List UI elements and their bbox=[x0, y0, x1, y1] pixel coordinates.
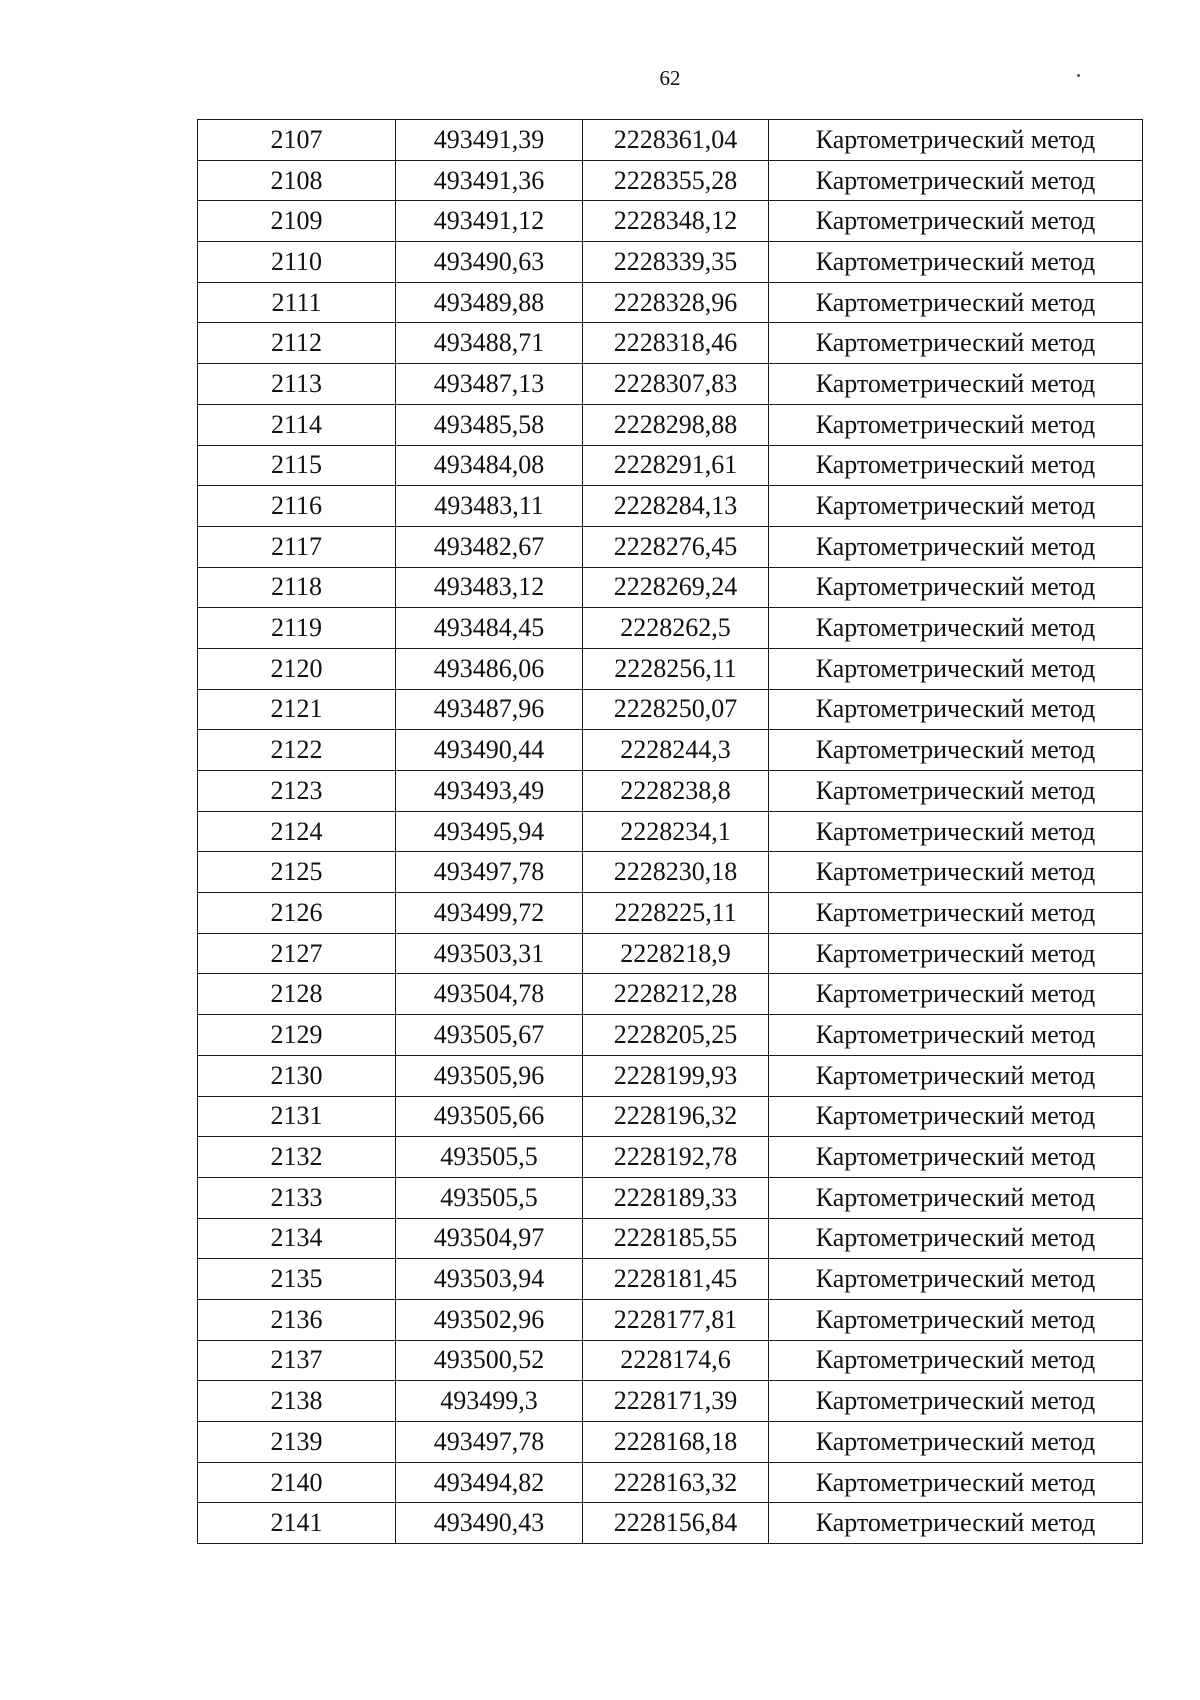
point-number-cell: 2136 bbox=[198, 1299, 396, 1340]
point-number-cell: 2123 bbox=[198, 771, 396, 812]
point-number-cell: 2121 bbox=[198, 689, 396, 730]
table-row bbox=[198, 893, 1143, 934]
point-number-cell: 2108 bbox=[198, 160, 396, 201]
y-coordinate-cell: 2228218,9 bbox=[583, 933, 769, 974]
point-number-cell: 2110 bbox=[198, 242, 396, 283]
y-coordinate-cell: 2228196,32 bbox=[583, 1096, 769, 1137]
point-number-cell: 2115 bbox=[198, 445, 396, 486]
method-cell: Картометрический метод bbox=[769, 974, 1143, 1015]
y-coordinate-cell: 2228339,35 bbox=[583, 242, 769, 283]
table-row bbox=[198, 1137, 1143, 1178]
x-coordinate-cell: 493491,39 bbox=[396, 120, 583, 161]
y-coordinate-cell: 2228318,46 bbox=[583, 323, 769, 364]
table-row bbox=[198, 689, 1143, 730]
method-cell: Картометрический метод bbox=[769, 1299, 1143, 1340]
y-coordinate-cell: 2228205,25 bbox=[583, 1015, 769, 1056]
y-coordinate-cell: 2228177,81 bbox=[583, 1299, 769, 1340]
point-number-cell: 2109 bbox=[198, 201, 396, 242]
y-coordinate-cell: 2228212,28 bbox=[583, 974, 769, 1015]
y-coordinate-cell: 2228269,24 bbox=[583, 567, 769, 608]
table-row bbox=[198, 1096, 1143, 1137]
point-number-cell: 2128 bbox=[198, 974, 396, 1015]
table-row bbox=[198, 648, 1143, 689]
x-coordinate-cell: 493505,5 bbox=[396, 1137, 583, 1178]
method-cell: Картометрический метод bbox=[769, 608, 1143, 649]
table-row bbox=[198, 282, 1143, 323]
y-coordinate-cell: 2228361,04 bbox=[583, 120, 769, 161]
x-coordinate-cell: 493504,78 bbox=[396, 974, 583, 1015]
point-number-cell: 2131 bbox=[198, 1096, 396, 1137]
point-number-cell: 2111 bbox=[198, 282, 396, 323]
x-coordinate-cell: 493482,67 bbox=[396, 526, 583, 567]
method-cell: Картометрический метод bbox=[769, 1422, 1143, 1463]
method-cell: Картометрический метод bbox=[769, 1259, 1143, 1300]
x-coordinate-cell: 493497,78 bbox=[396, 852, 583, 893]
x-coordinate-cell: 493499,72 bbox=[396, 893, 583, 934]
y-coordinate-cell: 2228168,18 bbox=[583, 1422, 769, 1463]
method-cell: Картометрический метод bbox=[769, 689, 1143, 730]
point-number-cell: 2137 bbox=[198, 1340, 396, 1381]
table-row bbox=[198, 201, 1143, 242]
method-cell: Картометрический метод bbox=[769, 730, 1143, 771]
y-coordinate-cell: 2228307,83 bbox=[583, 364, 769, 405]
x-coordinate-cell: 493504,97 bbox=[396, 1218, 583, 1259]
y-coordinate-cell: 2228284,13 bbox=[583, 486, 769, 527]
table-row bbox=[198, 730, 1143, 771]
y-coordinate-cell: 2228298,88 bbox=[583, 404, 769, 445]
method-cell: Картометрический метод bbox=[769, 242, 1143, 283]
x-coordinate-cell: 493490,63 bbox=[396, 242, 583, 283]
method-cell: Картометрический метод bbox=[769, 1381, 1143, 1422]
y-coordinate-cell: 2228189,33 bbox=[583, 1177, 769, 1218]
y-coordinate-cell: 2228181,45 bbox=[583, 1259, 769, 1300]
y-coordinate-cell: 2228156,84 bbox=[583, 1503, 769, 1544]
method-cell: Картометрический метод bbox=[769, 852, 1143, 893]
x-coordinate-cell: 493497,78 bbox=[396, 1422, 583, 1463]
x-coordinate-cell: 493495,94 bbox=[396, 811, 583, 852]
x-coordinate-cell: 493499,3 bbox=[396, 1381, 583, 1422]
table-row bbox=[198, 1340, 1143, 1381]
x-coordinate-cell: 493505,67 bbox=[396, 1015, 583, 1056]
x-coordinate-cell: 493485,58 bbox=[396, 404, 583, 445]
point-number-cell: 2127 bbox=[198, 933, 396, 974]
point-number-cell: 2119 bbox=[198, 608, 396, 649]
point-number-cell: 2117 bbox=[198, 526, 396, 567]
method-cell: Картометрический метод bbox=[769, 526, 1143, 567]
x-coordinate-cell: 493489,88 bbox=[396, 282, 583, 323]
method-cell: Картометрический метод bbox=[769, 933, 1143, 974]
table-row bbox=[198, 1422, 1143, 1463]
x-coordinate-cell: 493500,52 bbox=[396, 1340, 583, 1381]
point-number-cell: 2122 bbox=[198, 730, 396, 771]
method-cell: Картометрический метод bbox=[769, 1055, 1143, 1096]
table-row bbox=[198, 1462, 1143, 1503]
x-coordinate-cell: 493503,31 bbox=[396, 933, 583, 974]
method-cell: Картометрический метод bbox=[769, 323, 1143, 364]
x-coordinate-cell: 493491,12 bbox=[396, 201, 583, 242]
point-number-cell: 2135 bbox=[198, 1259, 396, 1300]
y-coordinate-cell: 2228250,07 bbox=[583, 689, 769, 730]
method-cell: Картометрический метод bbox=[769, 771, 1143, 812]
point-number-cell: 2112 bbox=[198, 323, 396, 364]
x-coordinate-cell: 493483,11 bbox=[396, 486, 583, 527]
point-number-cell: 2126 bbox=[198, 893, 396, 934]
method-cell: Картометрический метод bbox=[769, 1340, 1143, 1381]
point-number-cell: 2125 bbox=[198, 852, 396, 893]
method-cell: Картометрический метод bbox=[769, 1137, 1143, 1178]
method-cell: Картометрический метод bbox=[769, 1096, 1143, 1137]
point-number-cell: 2118 bbox=[198, 567, 396, 608]
x-coordinate-cell: 493486,06 bbox=[396, 648, 583, 689]
point-number-cell: 2138 bbox=[198, 1381, 396, 1422]
table-row bbox=[198, 933, 1143, 974]
point-number-cell: 2114 bbox=[198, 404, 396, 445]
table-row bbox=[198, 404, 1143, 445]
x-coordinate-cell: 493488,71 bbox=[396, 323, 583, 364]
point-number-cell: 2120 bbox=[198, 648, 396, 689]
x-coordinate-cell: 493484,08 bbox=[396, 445, 583, 486]
table-row bbox=[198, 1503, 1143, 1544]
table-row bbox=[198, 974, 1143, 1015]
point-number-cell: 2132 bbox=[198, 1137, 396, 1178]
table-row bbox=[198, 242, 1143, 283]
x-coordinate-cell: 493494,82 bbox=[396, 1462, 583, 1503]
y-coordinate-cell: 2228244,3 bbox=[583, 730, 769, 771]
y-coordinate-cell: 2228192,78 bbox=[583, 1137, 769, 1178]
method-cell: Картометрический метод bbox=[769, 120, 1143, 161]
x-coordinate-cell: 493493,49 bbox=[396, 771, 583, 812]
table-row bbox=[198, 567, 1143, 608]
table-row bbox=[198, 1015, 1143, 1056]
x-coordinate-cell: 493503,94 bbox=[396, 1259, 583, 1300]
x-coordinate-cell: 493490,44 bbox=[396, 730, 583, 771]
method-cell: Картометрический метод bbox=[769, 893, 1143, 934]
method-cell: Картометрический метод bbox=[769, 567, 1143, 608]
y-coordinate-cell: 2228174,6 bbox=[583, 1340, 769, 1381]
y-coordinate-cell: 2228276,45 bbox=[583, 526, 769, 567]
x-coordinate-cell: 493505,96 bbox=[396, 1055, 583, 1096]
table-row bbox=[198, 1218, 1143, 1259]
scan-speck bbox=[1077, 74, 1080, 77]
x-coordinate-cell: 493502,96 bbox=[396, 1299, 583, 1340]
point-number-cell: 2140 bbox=[198, 1462, 396, 1503]
point-number-cell: 2134 bbox=[198, 1218, 396, 1259]
table-row bbox=[198, 608, 1143, 649]
x-coordinate-cell: 493483,12 bbox=[396, 567, 583, 608]
method-cell: Картометрический метод bbox=[769, 364, 1143, 405]
table-row bbox=[198, 852, 1143, 893]
y-coordinate-cell: 2228328,96 bbox=[583, 282, 769, 323]
point-number-cell: 2124 bbox=[198, 811, 396, 852]
table-row bbox=[198, 1055, 1143, 1096]
coordinates-table bbox=[197, 119, 1143, 1544]
y-coordinate-cell: 2228171,39 bbox=[583, 1381, 769, 1422]
point-number-cell: 2113 bbox=[198, 364, 396, 405]
table-row bbox=[198, 1259, 1143, 1300]
method-cell: Картометрический метод bbox=[769, 1015, 1143, 1056]
table-row bbox=[198, 1177, 1143, 1218]
point-number-cell: 2141 bbox=[198, 1503, 396, 1544]
y-coordinate-cell: 2228238,8 bbox=[583, 771, 769, 812]
y-coordinate-cell: 2228291,61 bbox=[583, 445, 769, 486]
method-cell: Картометрический метод bbox=[769, 282, 1143, 323]
point-number-cell: 2130 bbox=[198, 1055, 396, 1096]
method-cell: Картометрический метод bbox=[769, 160, 1143, 201]
y-coordinate-cell: 2228234,1 bbox=[583, 811, 769, 852]
y-coordinate-cell: 2228185,55 bbox=[583, 1218, 769, 1259]
method-cell: Картометрический метод bbox=[769, 811, 1143, 852]
method-cell: Картометрический метод bbox=[769, 486, 1143, 527]
x-coordinate-cell: 493505,5 bbox=[396, 1177, 583, 1218]
table-row bbox=[198, 364, 1143, 405]
point-number-cell: 2129 bbox=[198, 1015, 396, 1056]
y-coordinate-cell: 2228348,12 bbox=[583, 201, 769, 242]
method-cell: Картометрический метод bbox=[769, 404, 1143, 445]
table-row bbox=[198, 445, 1143, 486]
x-coordinate-cell: 493484,45 bbox=[396, 608, 583, 649]
table-row bbox=[198, 1299, 1143, 1340]
point-number-cell: 2116 bbox=[198, 486, 396, 527]
x-coordinate-cell: 493490,43 bbox=[396, 1503, 583, 1544]
table-row bbox=[198, 811, 1143, 852]
method-cell: Картометрический метод bbox=[769, 201, 1143, 242]
method-cell: Картометрический метод bbox=[769, 1218, 1143, 1259]
y-coordinate-cell: 2228262,5 bbox=[583, 608, 769, 649]
table-row bbox=[198, 486, 1143, 527]
y-coordinate-cell: 2228199,93 bbox=[583, 1055, 769, 1096]
point-number-cell: 2107 bbox=[198, 120, 396, 161]
table-row bbox=[198, 526, 1143, 567]
y-coordinate-cell: 2228355,28 bbox=[583, 160, 769, 201]
x-coordinate-cell: 493487,13 bbox=[396, 364, 583, 405]
page-number: 62 bbox=[659, 66, 681, 90]
method-cell: Картометрический метод bbox=[769, 648, 1143, 689]
method-cell: Картометрический метод bbox=[769, 1503, 1143, 1544]
x-coordinate-cell: 493505,66 bbox=[396, 1096, 583, 1137]
point-number-cell: 2133 bbox=[198, 1177, 396, 1218]
method-cell: Картометрический метод bbox=[769, 445, 1143, 486]
method-cell: Картометрический метод bbox=[769, 1462, 1143, 1503]
table-row bbox=[198, 771, 1143, 812]
method-cell: Картометрический метод bbox=[769, 1177, 1143, 1218]
table-row bbox=[198, 1381, 1143, 1422]
point-number-cell: 2139 bbox=[198, 1422, 396, 1463]
table-row bbox=[198, 120, 1143, 161]
y-coordinate-cell: 2228230,18 bbox=[583, 852, 769, 893]
table-row bbox=[198, 323, 1143, 364]
x-coordinate-cell: 493491,36 bbox=[396, 160, 583, 201]
x-coordinate-cell: 493487,96 bbox=[396, 689, 583, 730]
y-coordinate-cell: 2228163,32 bbox=[583, 1462, 769, 1503]
y-coordinate-cell: 2228256,11 bbox=[583, 648, 769, 689]
table-row bbox=[198, 160, 1143, 201]
y-coordinate-cell: 2228225,11 bbox=[583, 893, 769, 934]
coordinates-table-body bbox=[198, 120, 1143, 1544]
